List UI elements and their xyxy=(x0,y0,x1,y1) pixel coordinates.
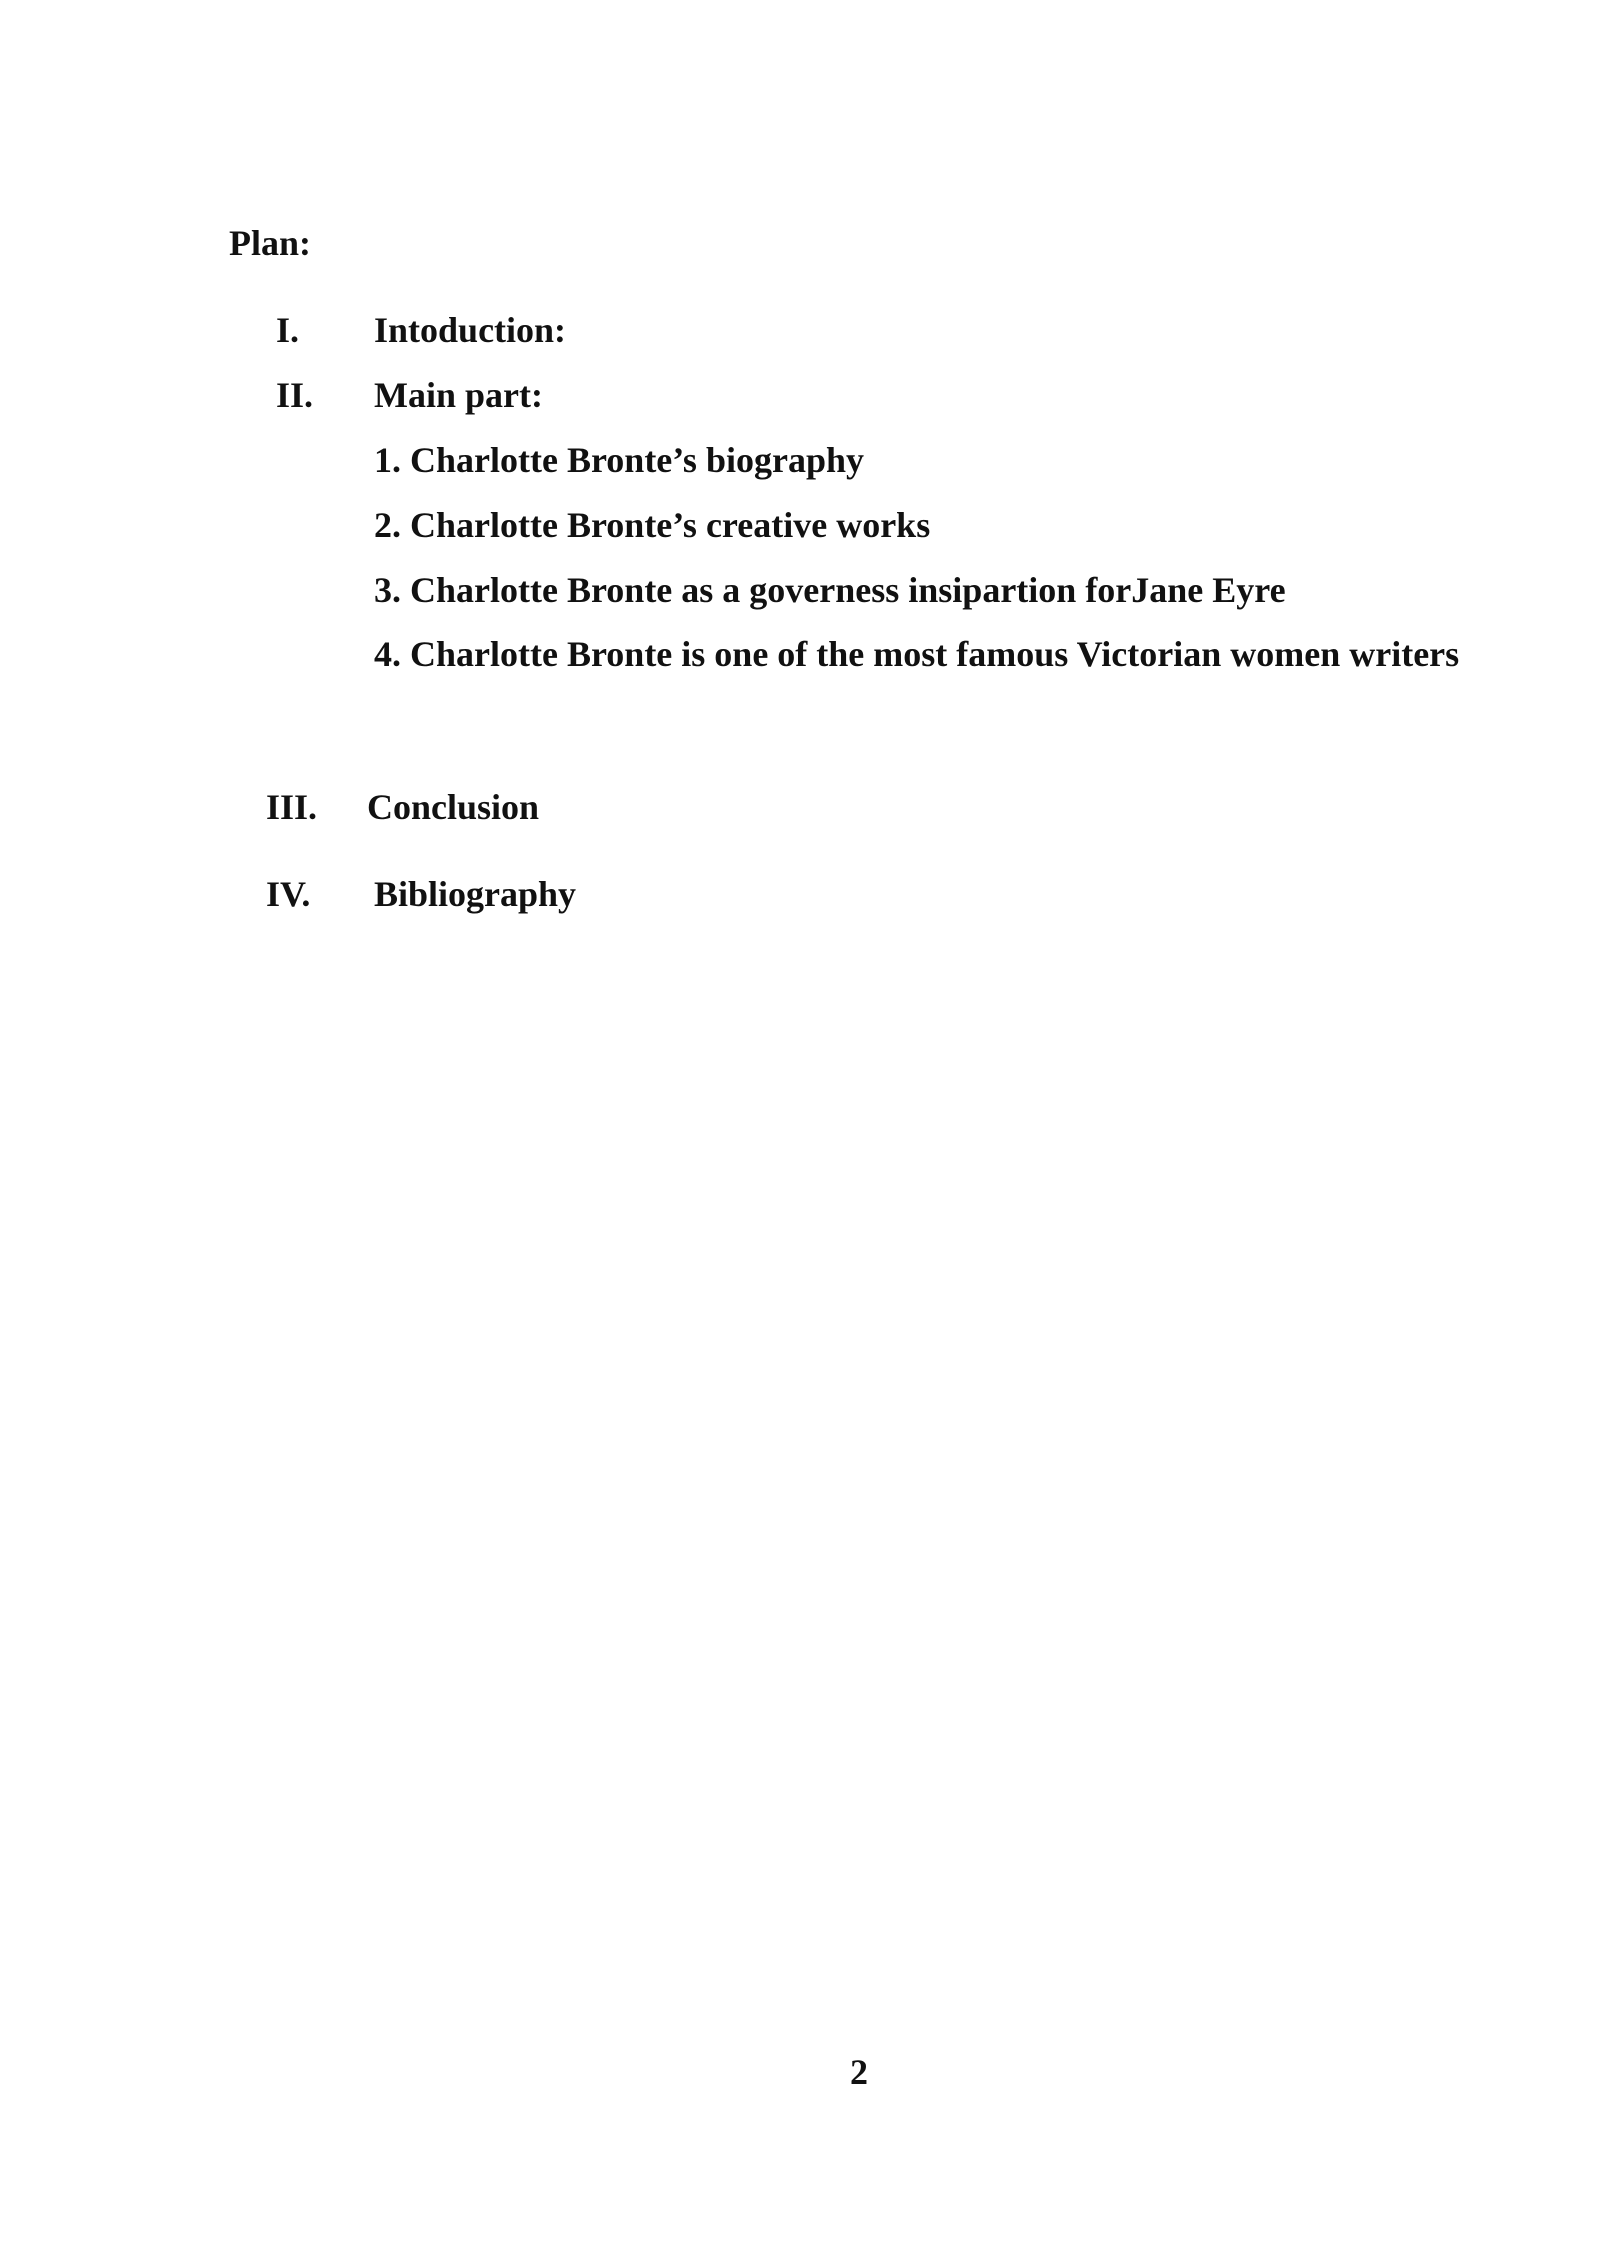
main-part-item-2: 2. Charlotte Bronte’s creative works xyxy=(374,505,931,545)
section-title-conclusion: Conclusion xyxy=(367,787,540,827)
main-part-item-4: 4. Charlotte Bronte is one of the most famous Victorian women writers xyxy=(374,634,1460,674)
main-part-item-1: 1. Charlotte Bronte’s biography xyxy=(374,440,864,480)
section-numeral-3: III. xyxy=(266,787,318,827)
section-numeral-2: II. xyxy=(276,375,314,415)
section-title-bibliography: Bibliography xyxy=(374,874,577,914)
section-title-introduction: Intoduction: xyxy=(374,310,567,350)
section-title-main-part: Main part: xyxy=(374,375,543,415)
section-numeral-1: I. xyxy=(276,310,300,350)
page-number: 2 xyxy=(850,2052,868,2092)
section-numeral-4: IV. xyxy=(266,874,311,914)
plan-heading: Plan: xyxy=(229,223,312,263)
main-part-item-3: 3. Charlotte Bronte as a governess insipartion forJane Eyre xyxy=(374,570,1286,610)
